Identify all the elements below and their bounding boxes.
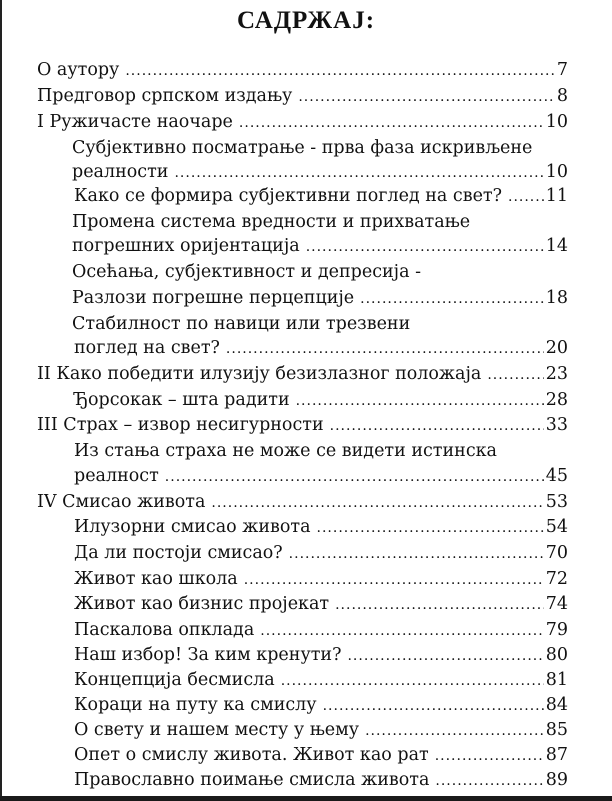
dot-leader: [508, 185, 544, 209]
dot-leader: [365, 719, 544, 743]
toc-entry-text: О аутору: [37, 60, 120, 80]
dot-leader: [317, 516, 544, 540]
toc-entry-page: 10: [545, 162, 568, 182]
toc-entry[interactable]: [74, 336, 568, 360]
toc-entry-first-line[interactable]: [72, 260, 568, 284]
toc-entry-text: Живот као школа: [74, 569, 238, 589]
toc-entry-page: 84: [545, 695, 568, 715]
toc-entry-page: 89: [545, 770, 568, 790]
toc-entry-page: 85: [545, 720, 568, 740]
toc-entry[interactable]: [74, 515, 568, 539]
dot-leader: [330, 414, 544, 438]
dot-leader: [289, 542, 544, 566]
toc-entry[interactable]: [72, 160, 568, 184]
dot-leader: [435, 769, 543, 793]
toc-entry-page: 81: [545, 670, 568, 690]
toc-entry-text: II Како победити илузију безизлазног положаја: [37, 364, 482, 384]
toc-entry-text: IV Смисао живота: [37, 492, 206, 512]
toc-entry[interactable]: [74, 768, 568, 792]
toc-entry-text: Да ли постоји смисао?: [74, 543, 283, 563]
dot-leader: [239, 111, 544, 135]
toc-entry-page: 11: [545, 186, 568, 206]
toc-entry-page: 70: [545, 543, 568, 563]
toc-entry-page: 23: [545, 364, 568, 384]
toc-entry-text: Субјективно посматрање - прва фаза искривљене: [72, 138, 533, 158]
toc-entry-first-line[interactable]: [72, 312, 568, 336]
toc-entry-text: Предговор српском издању: [37, 86, 293, 106]
toc-entry-text: Опет о смислу живота. Живот као рат: [74, 745, 429, 765]
toc-entry[interactable]: [74, 388, 568, 412]
toc-entry-page: 18: [545, 288, 568, 308]
toc-entry-page: 20: [545, 338, 568, 358]
toc-entry-text: Паскалова опклада: [74, 620, 255, 640]
toc-entry-page: 45: [545, 466, 568, 486]
toc-entry-page: 72: [545, 569, 568, 589]
dot-leader: [435, 744, 544, 768]
toc-entry-page: 14: [545, 236, 568, 256]
toc-entry-first-line[interactable]: [74, 439, 568, 463]
dot-leader: [487, 363, 543, 387]
toc-entry-page: 33: [545, 415, 568, 435]
dot-leader: [296, 389, 544, 413]
dot-leader: [244, 568, 544, 592]
toc-entry[interactable]: [72, 286, 568, 310]
toc-title: САДРЖАЈ:: [236, 7, 376, 34]
toc-entry-text: Осећања, субјективност и депресија -: [72, 262, 422, 282]
toc-entry[interactable]: [74, 464, 568, 488]
toc-entry-page: 74: [545, 594, 568, 614]
toc-entry-text: Православно поимање смисла живота: [74, 770, 430, 790]
toc-entry[interactable]: [37, 58, 568, 82]
toc-entry[interactable]: [74, 743, 568, 767]
bottom-border: [0, 796, 612, 801]
toc-entry-text: реалност: [74, 466, 159, 486]
dot-leader: [298, 85, 555, 109]
toc-entry[interactable]: [74, 643, 568, 667]
toc-entry-text: Наш избор! За ким кренути?: [74, 645, 342, 665]
toc-entry-text: реалности: [72, 162, 169, 182]
toc-entry-text: Илузорни смисао живота: [74, 517, 311, 537]
dot-leader: [360, 287, 544, 311]
toc-entry-text: погрешних оријентација: [72, 236, 300, 256]
dot-leader: [281, 669, 544, 693]
toc-entry[interactable]: [74, 184, 568, 208]
toc-entry-text: Ђорсокак – шта радити: [74, 390, 290, 410]
toc-entry[interactable]: [74, 668, 568, 692]
dot-leader: [165, 465, 544, 489]
toc-entry-text: поглед на свет?: [74, 338, 220, 358]
toc-entry[interactable]: [37, 84, 568, 108]
toc-entry-text: I Ружичасте наочаре: [37, 112, 233, 132]
toc-entry[interactable]: [74, 693, 568, 717]
toc-entry-first-line[interactable]: [72, 136, 568, 160]
toc-entry[interactable]: [72, 234, 568, 258]
toc-entry[interactable]: [74, 541, 568, 565]
dot-leader: [323, 694, 544, 718]
toc-entry-text: Разлози погрешне перцепције: [72, 288, 355, 308]
toc-entry-page: 53: [545, 492, 568, 512]
dot-leader: [306, 235, 544, 259]
toc-entry[interactable]: [74, 567, 568, 591]
toc-entry-page: 80: [545, 645, 568, 665]
toc-entry-text: Како се формира субјективни поглед на свет?: [74, 186, 502, 206]
toc-chapter[interactable]: [37, 110, 568, 134]
toc-entry-page: 8: [556, 86, 568, 106]
toc-entry-text: Концепција бесмисла: [74, 670, 275, 690]
toc-entry-text: Стабилност по навици или трезвени: [72, 314, 411, 334]
dot-leader: [174, 161, 543, 185]
toc-entry-page: 54: [545, 517, 568, 537]
toc-entry-page: 87: [545, 745, 568, 765]
toc-entry-text: Живот као бизнис пројекат: [74, 594, 330, 614]
dot-leader: [211, 491, 543, 515]
toc-entry-first-line[interactable]: [72, 210, 568, 234]
dot-leader: [260, 619, 543, 643]
toc-entry[interactable]: [74, 718, 568, 742]
toc-entry-text: О свету и нашем месту у њему: [74, 720, 360, 740]
toc-entry-text: Кораци на путу ка смислу: [74, 695, 317, 715]
dot-leader: [125, 59, 555, 83]
toc-entry-text: III Страх – извор несигурности: [37, 415, 324, 435]
toc-entry-page: 79: [545, 620, 568, 640]
toc-entry[interactable]: [74, 618, 568, 642]
toc-entry-page: 28: [545, 390, 568, 410]
toc-chapter[interactable]: [37, 413, 568, 437]
toc-chapter[interactable]: [37, 362, 568, 386]
dot-leader: [335, 593, 544, 617]
toc-chapter[interactable]: [37, 490, 568, 514]
dot-leader: [226, 337, 544, 361]
toc-entry-text: Из стања страха не може се видети истинска: [74, 441, 497, 461]
toc-entry-text: Промена система вредности и прихватање: [72, 212, 471, 232]
toc-entry[interactable]: [74, 592, 568, 616]
dot-leader: [347, 644, 543, 668]
toc-entry-page: 7: [556, 60, 568, 80]
toc-entry-page: 10: [545, 112, 568, 132]
